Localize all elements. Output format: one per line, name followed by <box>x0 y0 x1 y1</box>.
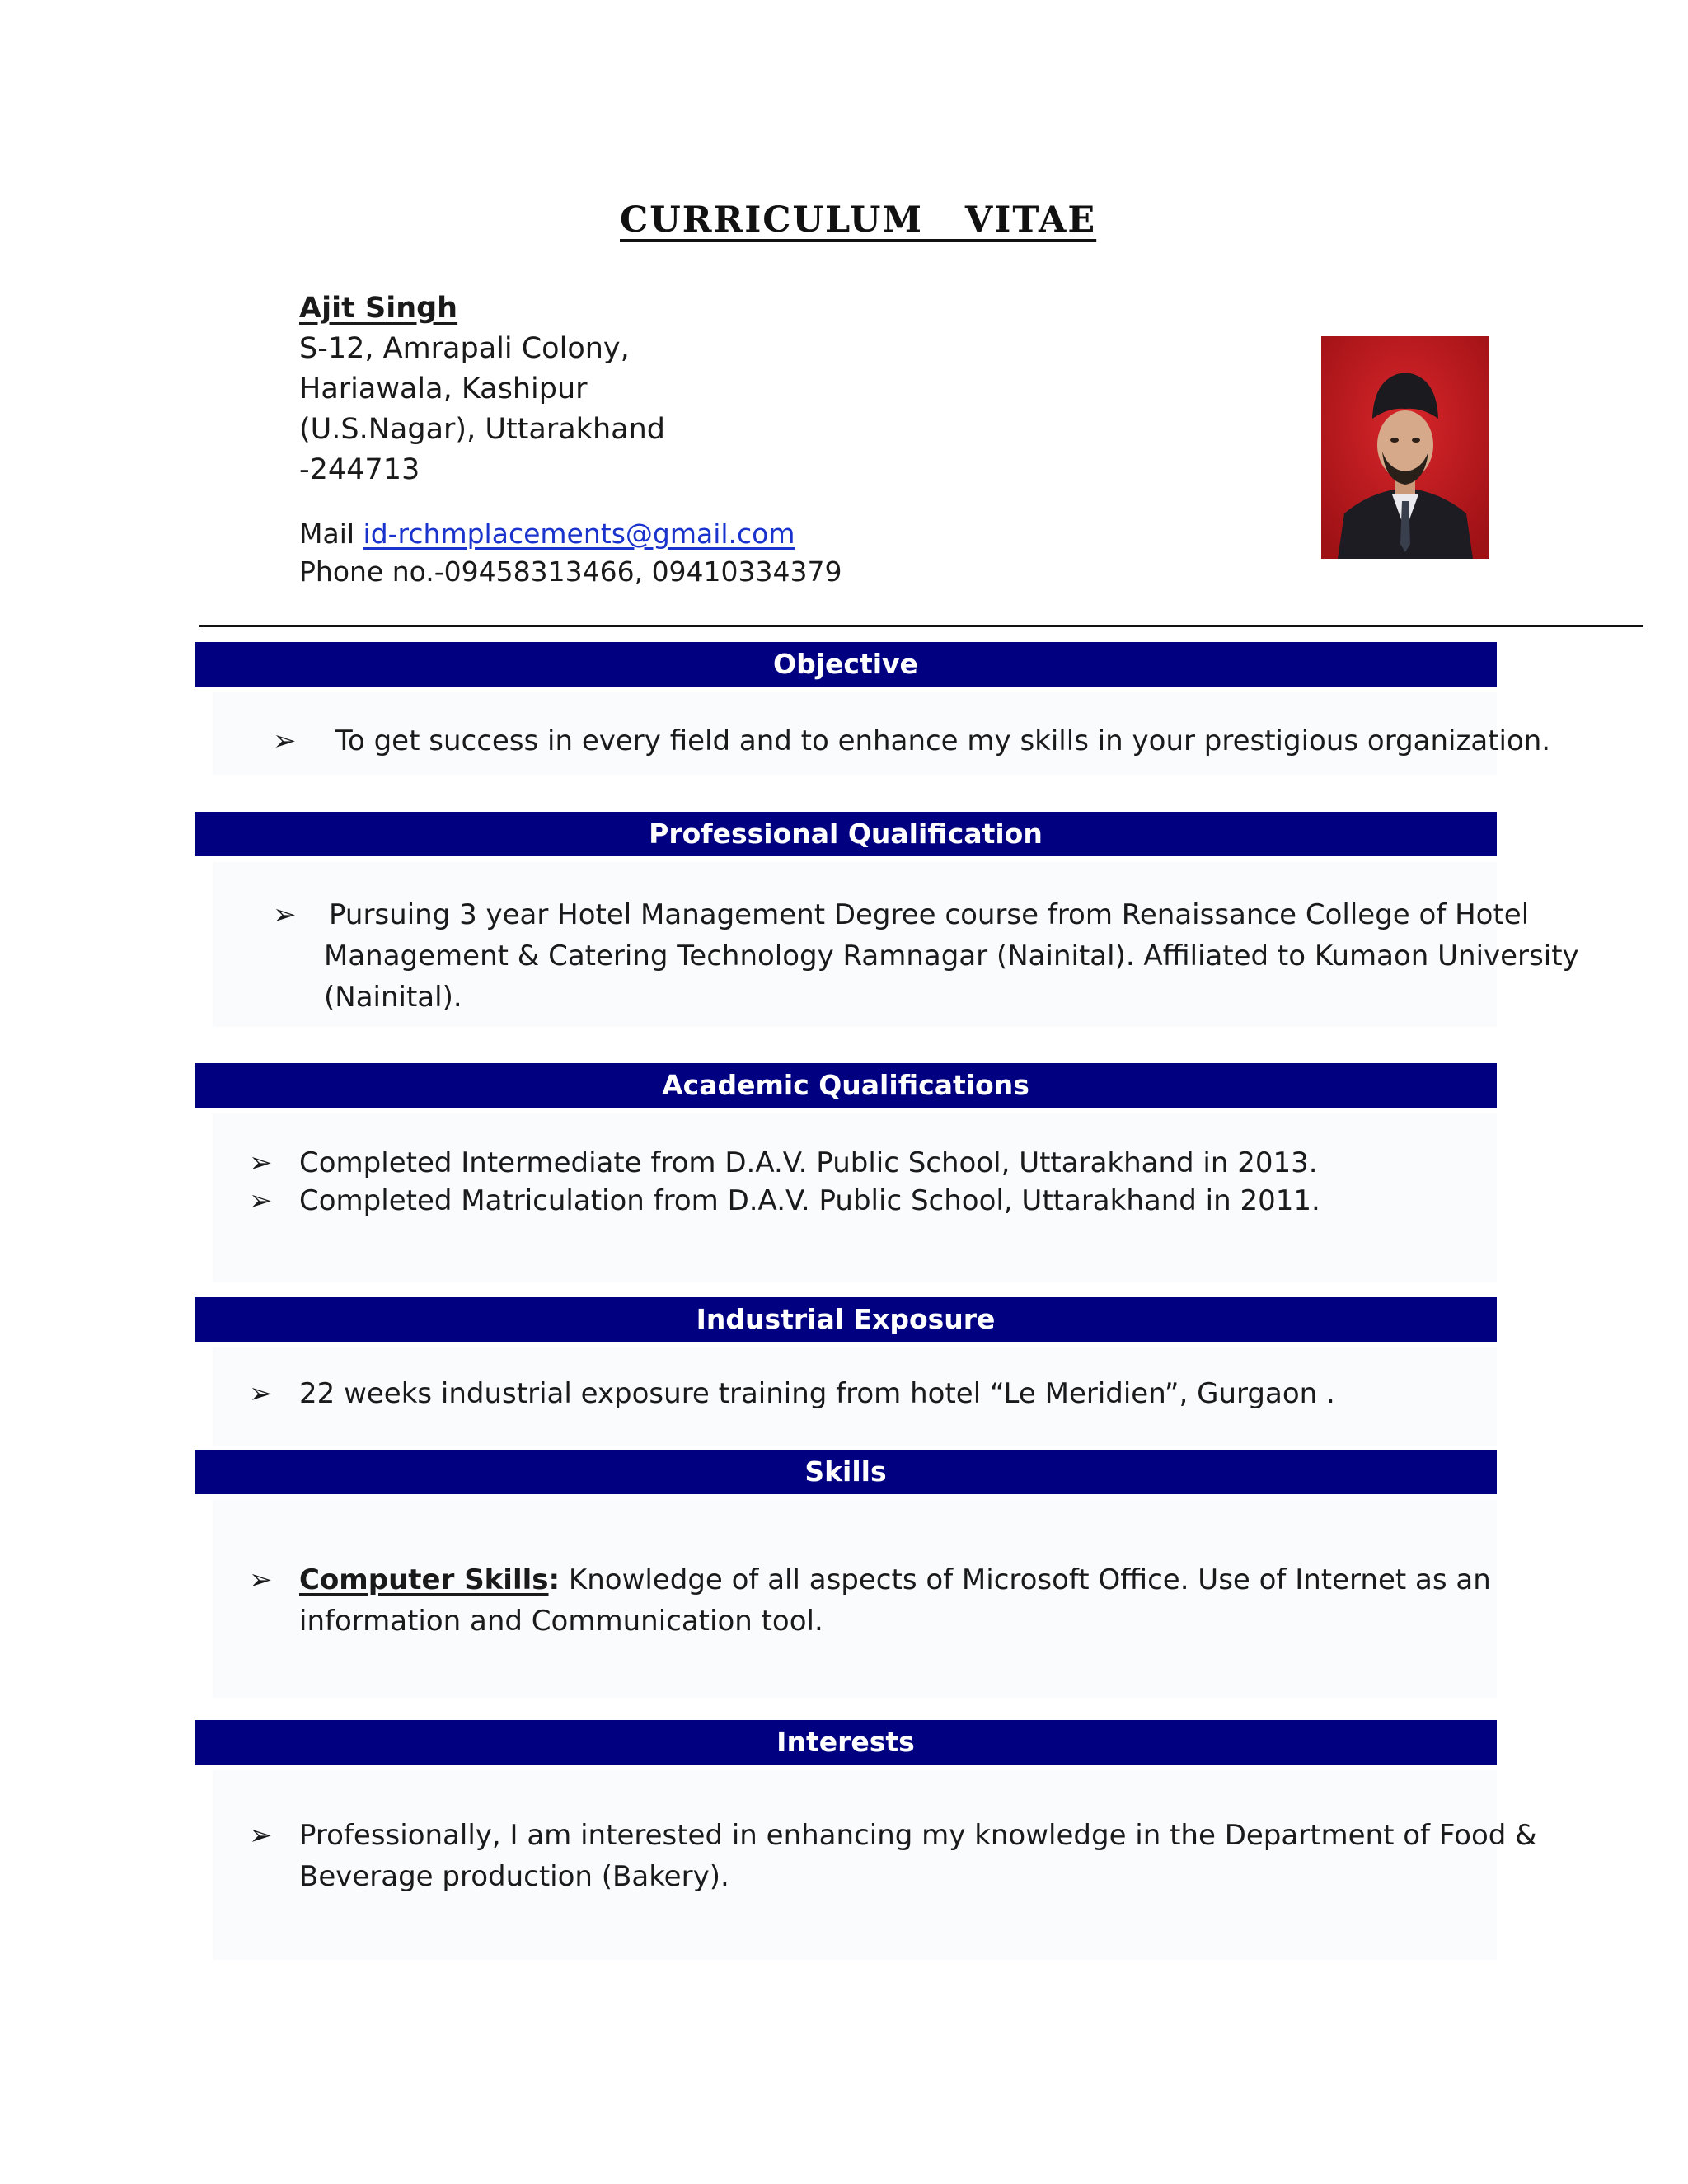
professional-line: Pursuing 3 year Hotel Management Degree course from Renaissance College of Hotel <box>329 898 1530 931</box>
professional-line: Management & Catering Technology Ramnagar (Nainital). Affiliated to Kumaon University <box>324 940 1579 972</box>
address-line: Hariawala, Kashipur <box>299 373 588 405</box>
computer-skills-text-cont: information and Communication tool. <box>299 1605 823 1638</box>
professional-line: (Nainital). <box>324 981 462 1014</box>
address-line: S-12, Amrapali Colony, <box>299 332 630 365</box>
address-line: (U.S.Nagar), Uttarakhand <box>299 413 665 446</box>
phone-line: Phone no.-09458313466, 09410334379 <box>299 555 842 588</box>
academic-heading-bar <box>195 1063 1497 1108</box>
industrial-item: 22 weeks industrial exposure training from hotel “Le Meridien”, Gurgaon . <box>299 1377 1335 1410</box>
computer-skills-item <box>299 1559 1491 1601</box>
skills-heading: Skills <box>804 1455 887 1488</box>
objective-heading-bar <box>195 642 1497 687</box>
address-line: -244713 <box>299 453 420 486</box>
bullet-arrow-icon: ➢ <box>249 1819 273 1852</box>
industrial-heading: Industrial Exposure <box>696 1303 996 1335</box>
industrial-heading-bar <box>195 1297 1497 1342</box>
bullet-arrow-icon: ➢ <box>249 1563 273 1596</box>
interests-heading-bar <box>195 1720 1497 1765</box>
computer-skills-text: Knowledge of all aspects of Microsoft Office. Use of Internet as an <box>560 1563 1491 1596</box>
interests-line: Professionally, I am interested in enhancing my knowledge in the Department of Food & <box>299 1819 1537 1852</box>
computer-skills-label: Computer Skills <box>299 1563 549 1596</box>
academic-item: Completed Intermediate from D.A.V. Public School, Uttarakhand in 2013. <box>299 1146 1318 1179</box>
professional-heading: Professional Qualification <box>649 818 1043 850</box>
objective-heading: Objective <box>773 648 918 680</box>
skills-heading-bar <box>195 1450 1497 1494</box>
header-divider <box>199 625 1643 627</box>
academic-heading: Academic Qualifications <box>662 1069 1029 1101</box>
academic-item: Completed Matriculation from D.A.V. Public School, Uttarakhand in 2011. <box>299 1184 1320 1217</box>
computer-skills-colon: : <box>548 1563 560 1596</box>
mail-label: Mail <box>299 518 363 550</box>
bullet-arrow-icon: ➢ <box>249 1377 273 1410</box>
bullet-arrow-icon: ➢ <box>249 1146 273 1179</box>
document-title: CURRICULUM VITAE <box>620 199 1097 241</box>
professional-heading-bar <box>195 812 1497 856</box>
candidate-name: Ajit Singh <box>299 292 458 325</box>
profile-photo <box>1321 336 1489 559</box>
mail-line <box>299 515 842 553</box>
interests-line: Beverage production (Bakery). <box>299 1860 729 1893</box>
bullet-arrow-icon: ➢ <box>249 1184 273 1217</box>
bullet-arrow-icon: ➢ <box>273 724 297 757</box>
contact-block <box>299 288 842 591</box>
email-link[interactable]: id-rchmplacements@gmail.com <box>363 518 795 550</box>
objective-item: To get success in every field and to enhance my skills in your prestigious organization. <box>335 724 1551 757</box>
interests-heading: Interests <box>776 1726 915 1758</box>
bullet-arrow-icon: ➢ <box>273 898 297 931</box>
